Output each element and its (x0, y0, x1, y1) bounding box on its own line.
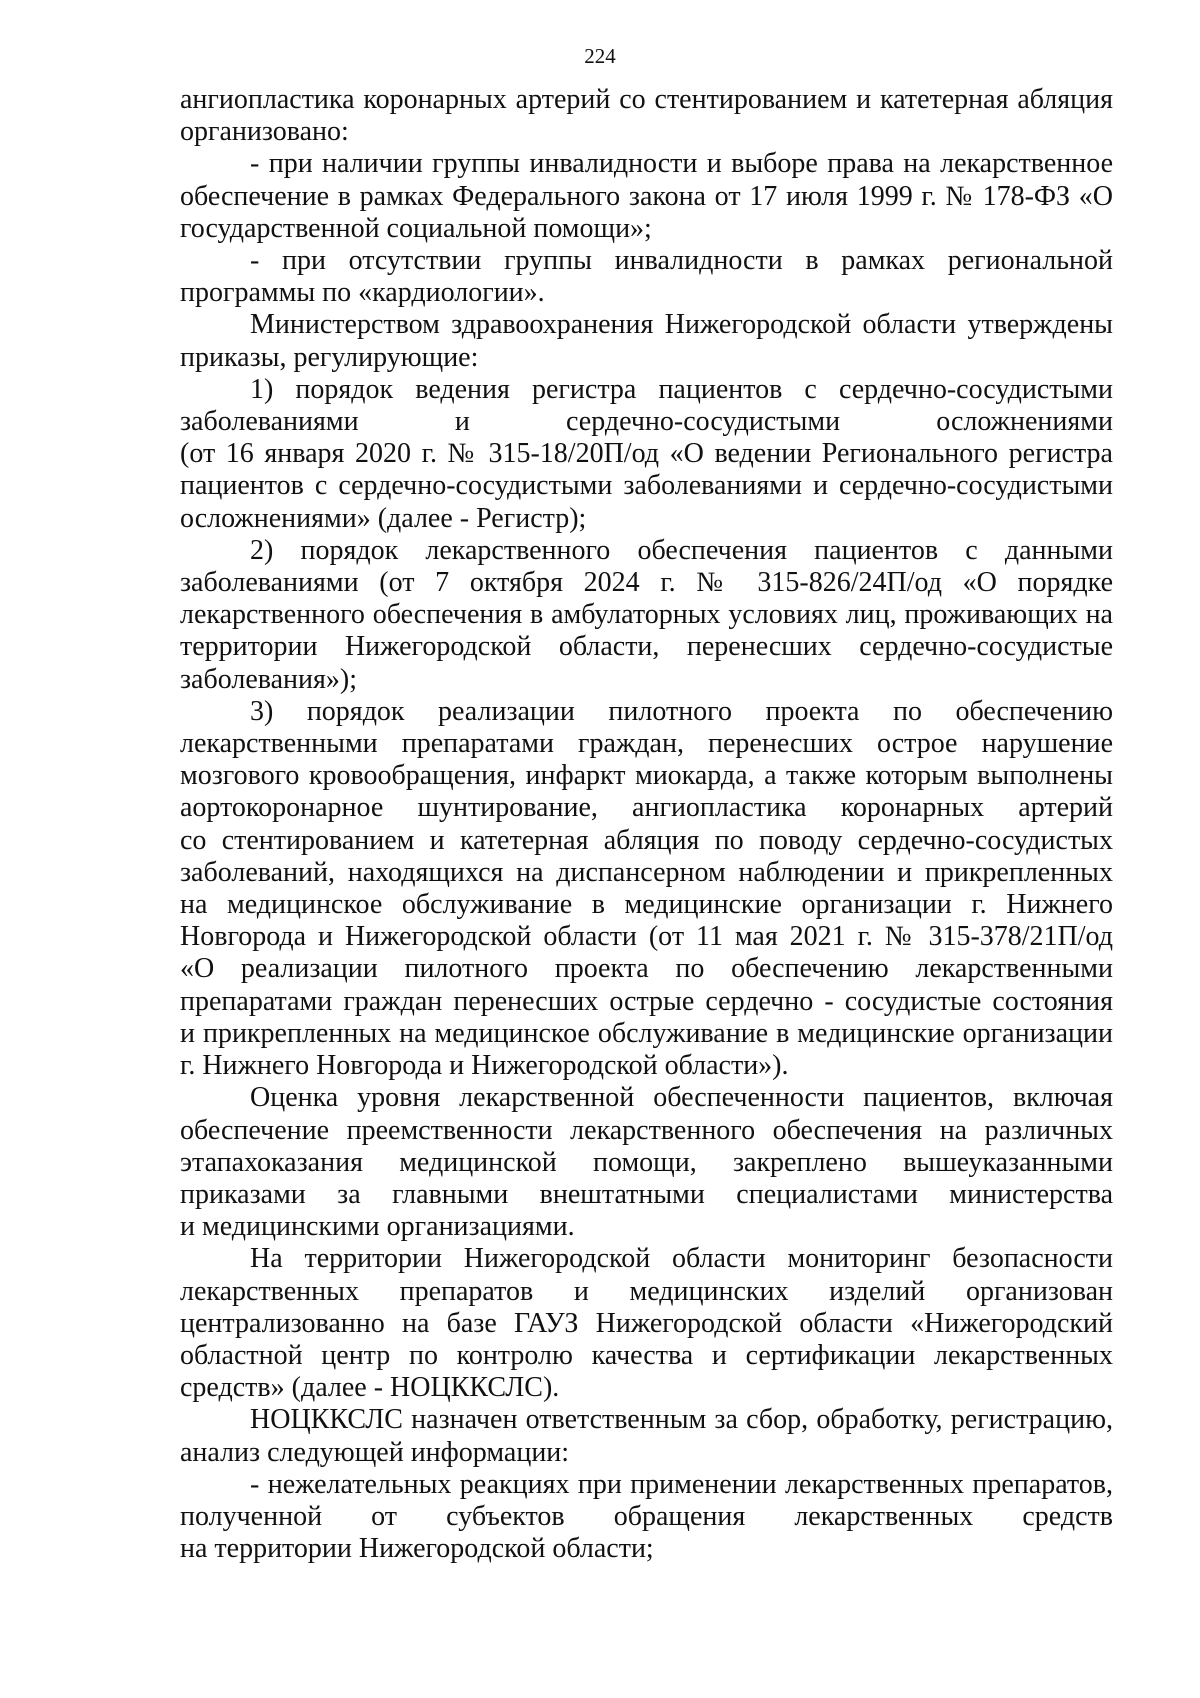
paragraph: - при наличии группы инвалидности и выборе права на лекарственное обеспечение в рамках Федерального закона от 17 июля 1999 г. № 178-ФЗ «О государственной социальной помощи»; (180, 148, 1113, 244)
page-number: 224 (584, 44, 616, 68)
paragraph: и прикрепленных на медицинское обслуживание в медицинские организации г. Нижнего Новгорода и Нижегородской области»). (180, 1017, 1113, 1082)
paragraph: Министерством здравоохранения Нижегородской области утверждены приказы, регулирующие: (180, 309, 1113, 373)
paragraph: 3) порядок реализации пилотного проекта по обеспечению лекарственными препаратами граждан, перенесших острое нарушение мозгового кровообращения, инфаркт миокарда, а также которым выполнены аортокоронарное шунтирование, ангиопластика коронарных артерий (180, 695, 1113, 824)
paragraph: и медицинскими организациями. (180, 1211, 575, 1243)
paragraph: ангиопластика коронарных артерий со стентированием и катетерная абляция организовано: (180, 84, 1113, 148)
paragraph: Оценка уровня лекарственной обеспеченности пациентов, включая обеспечение преемственности лекарственного обеспечения на различных этапахоказания медицинской помощи, закреплено вышеуказанными приказами за главными внештатными специалистами министерства (180, 1082, 1113, 1210)
paragraph: - нежелательных реакциях при применении лекарственных препаратов, полученной от субъектов обращения лекарственных средств (180, 1468, 1113, 1532)
document-body (180, 84, 1113, 1565)
paragraph: На территории Нижегородской области мониторинг безопасности лекарственных препаратов и медицинских изделий организован централизованно на базе ГАУЗ Нижегородской области «Нижегородский областной центр по контролю качества и сертификации лекарственных средств» (далее - НОЦККСЛС). (180, 1243, 1113, 1404)
paragraph: на медицинское обслуживание в медицинские организации г. Нижнего Новгорода и Нижегородской области (от 11 мая 2021 г. № 315-378/21П/од (180, 889, 1113, 953)
paragraph: со стентированием и катетерная абляция по поводу сердечно-сосудистых заболеваний, находящихся на диспансерном наблюдении и прикрепленных (180, 824, 1113, 888)
paragraph: «О реализации пилотного проекта по обеспечению лекарственными препаратами граждан перенесших острые сердечно - сосудистые состояния (180, 953, 1113, 1017)
paragraph: (от 16 января 2020 г. № 315-18/20П/од «О ведении Регионального регистра пациентов с сердечно-сосудистыми заболеваниями и сердечно-сосудистыми осложнениями» (далее - Регистр); (180, 438, 1113, 534)
paragraph: НОЦККСЛС назначен ответственным за сбор, обработку, регистрацию, анализ следующей информации: (180, 1404, 1113, 1468)
paragraph: 2) порядок лекарственного обеспечения пациентов с данными заболеваниями (от 7 октября 2024 г. № 315-826/24П/од «О порядке лекарственного обеспечения в амбулаторных условиях лиц, проживающих на территории Нижегородской области, перенесших сердечно-сосудистые заболевания»); (180, 534, 1113, 695)
paragraph: - при отсутствии группы инвалидности в рамках региональной программы по «кардиологии». (180, 245, 1113, 309)
paragraph: на территории Нижегородской области; (180, 1533, 654, 1565)
paragraph: 1) порядок ведения регистра пациентов с сердечно-сосудистыми заболеваниями и сердечно-сосудистыми осложнениями (180, 373, 1113, 438)
